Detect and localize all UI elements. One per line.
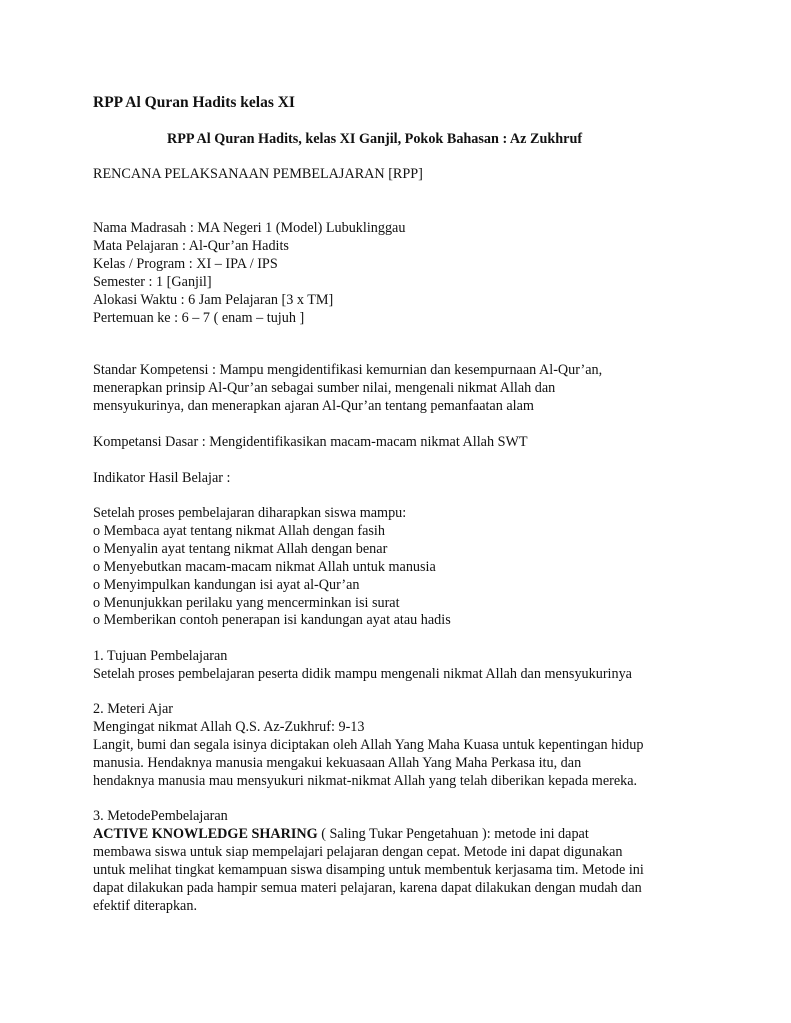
materi-line: Mengingat nikmat Allah Q.S. Az-Zukhruf: 9-13	[93, 718, 365, 735]
metode-line: dapat dilakukan pada hampir semua materi pelajaran, karena dapat dilakukan dengan mudah dan	[93, 879, 642, 896]
identity-line: Alokasi Waktu : 6 Jam Pelajaran [3 x TM]	[93, 291, 334, 308]
identity-line: Pertemuan ke : 6 – 7 ( enam – tujuh ]	[93, 309, 305, 326]
tujuan-text: Setelah proses pembelajaran peserta didik mampu mengenali nikmat Allah dan mensyukurinya	[93, 665, 632, 682]
indikator-item: o Menunjukkan perilaku yang mencerminkan isi surat	[93, 594, 400, 611]
indikator-item: o Menyimpulkan kandungan isi ayat al-Qur’an	[93, 576, 360, 593]
kompetensi-dasar-text: Kompetansi Dasar : Mengidentifikasikan macam-macam nikmat Allah SWT	[93, 434, 528, 450]
indikator-label: Indikator Hasil Belajar :	[93, 470, 231, 486]
rpp-heading-text: RENCANA PELAKSANAAN PEMBELAJARAN [RPP]	[93, 166, 423, 182]
metode-bold-term: ACTIVE KNOWLEDGE SHARING	[93, 825, 318, 842]
tujuan-section	[93, 648, 713, 684]
identity-line: Nama Madrasah : MA Negeri 1 (Model) Lubuklinggau	[93, 220, 406, 236]
materi-line: manusia. Hendaknya manusia mengakui kekuasaan Allah Yang Maha Perkasa itu, dan	[93, 754, 582, 771]
identity-section	[93, 220, 713, 327]
metode-line: membawa siswa untuk siap mempelajari pelajaran dengan cepat. Metode ini dapat digunakan	[93, 843, 623, 860]
metode-section	[93, 808, 713, 915]
document-title: RPP Al Quran Hadits kelas XI	[93, 94, 295, 111]
indikator-section	[93, 470, 713, 488]
standar-kompetensi-line: mensyukurinya, dan menerapkan ajaran Al-Qur’an tentang pemanfaatan alam	[93, 397, 534, 414]
indikator-item: o Menyalin ayat tentang nikmat Allah dengan benar	[93, 540, 388, 557]
standar-kompetensi-line: Standar Kompetensi : Mampu mengidentifikasi kemurnian dan kesempurnaan Al-Qur’an,	[93, 362, 603, 378]
metode-first-rest: ( Saling Tukar Pengetahuan ): metode ini dapat	[317, 825, 589, 842]
materi-heading: 2. Meteri Ajar	[93, 701, 173, 717]
materi-section	[93, 701, 713, 791]
identity-line: Kelas / Program : XI – IPA / IPS	[93, 255, 278, 272]
materi-line: hendaknya manusia mau mensyukuri nikmat-nikmat Allah yang telah diberikan kepada mereka.	[93, 772, 638, 789]
kompetensi-dasar-section	[93, 434, 713, 452]
indikator-item: o Memberikan contoh penerapan isi kandungan ayat atau hadis	[93, 612, 451, 629]
metode-line: untuk melihat tingkat kemampuan siswa disamping untuk membentuk kerjasama tim. Metode ini	[93, 861, 644, 878]
standar-kompetensi-line: menerapkan prinsip Al-Qur’an sebagai sumber nilai, mengenali nikmat Allah dan	[93, 379, 556, 396]
identity-line: Mata Pelajaran : Al-Qur’an Hadits	[93, 237, 289, 254]
indikator-item: o Menyebutkan macam-macam nikmat Allah untuk manusia	[93, 558, 436, 575]
identity-line: Semester : 1 [Ganjil]	[93, 273, 212, 290]
rpp-heading	[93, 166, 713, 184]
standar-kompetensi-section	[93, 362, 713, 416]
materi-line: Langit, bumi dan segala isinya diciptakan oleh Allah Yang Maha Kuasa untuk kepentingan hidup	[93, 736, 644, 753]
indikator-list	[93, 505, 713, 630]
metode-heading: 3. MetodePembelajaran	[93, 808, 228, 824]
document-subtitle: RPP Al Quran Hadits, kelas XI Ganjil, Pokok Bahasan : Az Zukhruf	[167, 131, 583, 147]
indikator-intro: Setelah proses pembelajaran diharapkan siswa mampu:	[93, 505, 407, 521]
metode-first-line	[93, 826, 713, 844]
metode-line: efektif diterapkan.	[93, 897, 197, 914]
indikator-item: o Membaca ayat tentang nikmat Allah dengan fasih	[93, 522, 385, 539]
tujuan-heading: 1. Tujuan Pembelajaran	[93, 648, 228, 664]
